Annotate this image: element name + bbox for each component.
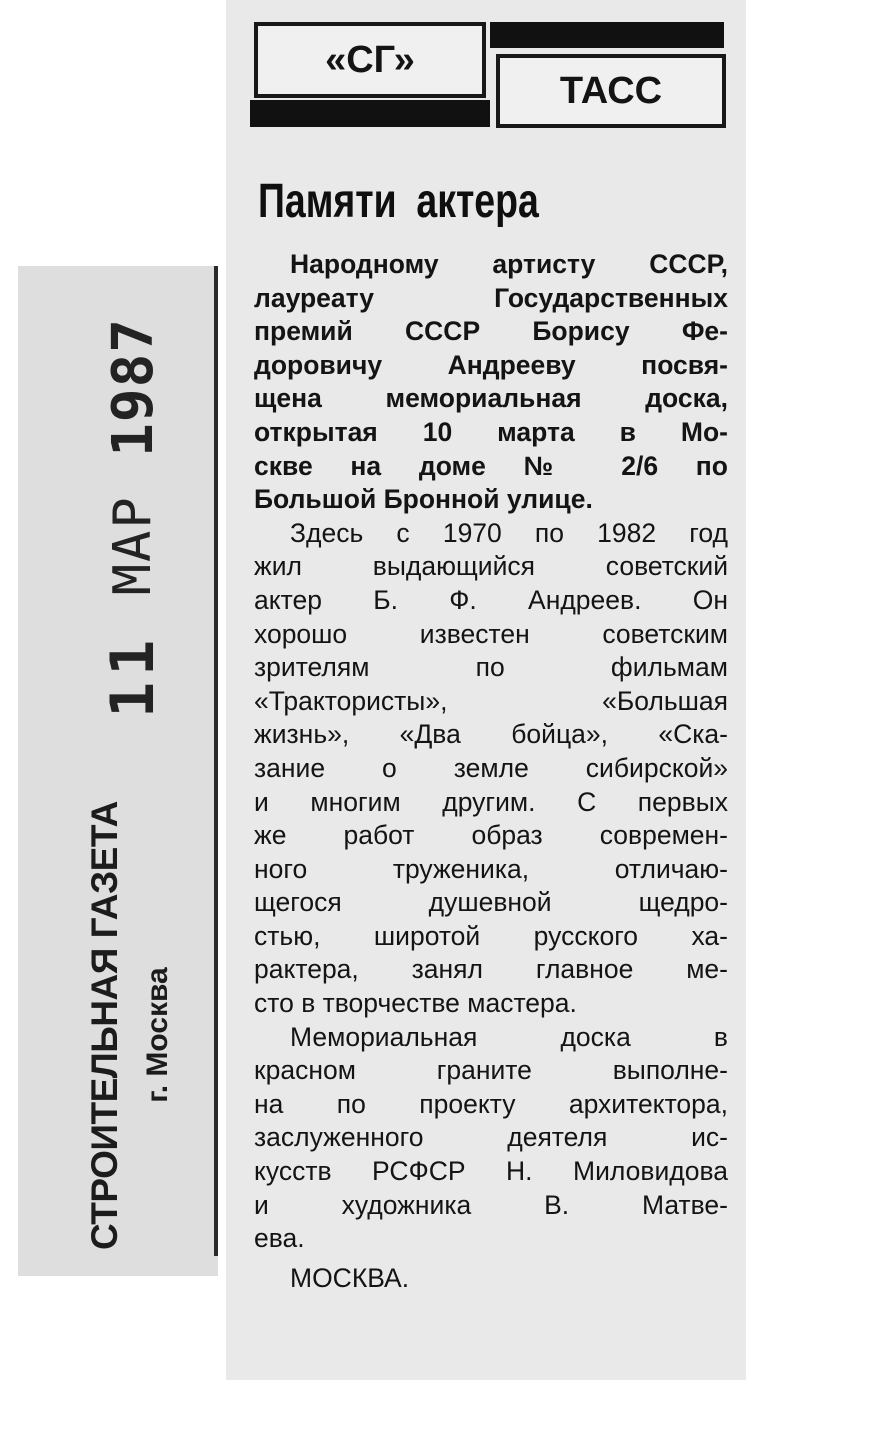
article-body: [254, 248, 728, 1295]
article-paragraph: [254, 517, 728, 1021]
article-line: Большой Бронной улице.: [254, 484, 593, 515]
slip-divider: [214, 266, 218, 1256]
article-line: стью, широтой русского ха-: [254, 920, 728, 951]
header-source-label: «СГ»: [325, 39, 415, 81]
article-line: и художника В. Матве-: [254, 1189, 728, 1220]
article-line: Здесь с 1970 по 1982 год: [290, 517, 728, 548]
article-line: щена мемориальная доска,: [254, 383, 728, 414]
article-line: зрителям по фильмам: [254, 652, 728, 683]
stamp-year: 1987: [100, 318, 166, 457]
newspaper-name-stamp: СТРОИТЕЛЬНАЯ ГАЗЕТА: [84, 801, 125, 1250]
date-stamp: [97, 318, 169, 718]
stamp-day: 11: [98, 633, 168, 718]
article-line: лауреату Государственных: [254, 282, 728, 313]
article-line: красном граните выполне-: [254, 1055, 728, 1086]
article-line: щегося душевной щедро-: [254, 887, 728, 918]
article-line: на по проекту архитектора,: [254, 1088, 728, 1119]
article-line: премий СССР Борису Фе-: [254, 316, 728, 347]
newspaper-city-stamp: г. Москва: [141, 967, 174, 1103]
article-line: «Трактористы», «Большая: [254, 685, 728, 716]
article-line: актер Б. Ф. Андреев. Он: [254, 584, 728, 615]
stamp-month: МАР: [103, 495, 163, 596]
header-source-box: [254, 22, 486, 98]
article-paragraph: [254, 248, 728, 517]
header-rule-top: [490, 22, 724, 48]
article-line: хорошо известен советским: [254, 618, 728, 649]
article-paragraph: [254, 1021, 728, 1256]
article-line: зание о земле сибирской»: [254, 752, 728, 783]
header-agency-box: [496, 54, 726, 128]
header-agency-label: ТАСС: [559, 70, 663, 112]
article-line: Народному артисту СССР,: [290, 249, 728, 279]
header-rule-bottom: [250, 100, 490, 127]
article-line: ного труженика, отличаю-: [254, 853, 728, 884]
article-line: Мемориальная доска в: [290, 1021, 728, 1052]
article-line: открытая 10 марта в Мо-: [254, 416, 728, 447]
article-signature: МОСКВА.: [290, 1262, 410, 1293]
article-line: жил выдающийся советский: [254, 551, 728, 582]
article-headline: Памяти актера: [258, 175, 539, 228]
article-line: сто в творчестве мастера.: [254, 988, 577, 1019]
article-line: и многим другим. С первых: [254, 786, 728, 817]
article-line: рактера, занял главное ме-: [254, 954, 728, 985]
article-line: доровичу Андрееву посвя-: [254, 349, 728, 380]
article-line: скве на доме № 2/6 по: [254, 450, 728, 481]
article-line: жизнь», «Два бойца», «Ска-: [254, 719, 728, 750]
article-line: заслуженного деятеля ис-: [254, 1122, 728, 1153]
article-line: же работ образ современ-: [254, 820, 728, 851]
article-line: кусств РСФСР Н. Миловидова: [254, 1156, 728, 1187]
article-line: ева.: [254, 1223, 305, 1254]
